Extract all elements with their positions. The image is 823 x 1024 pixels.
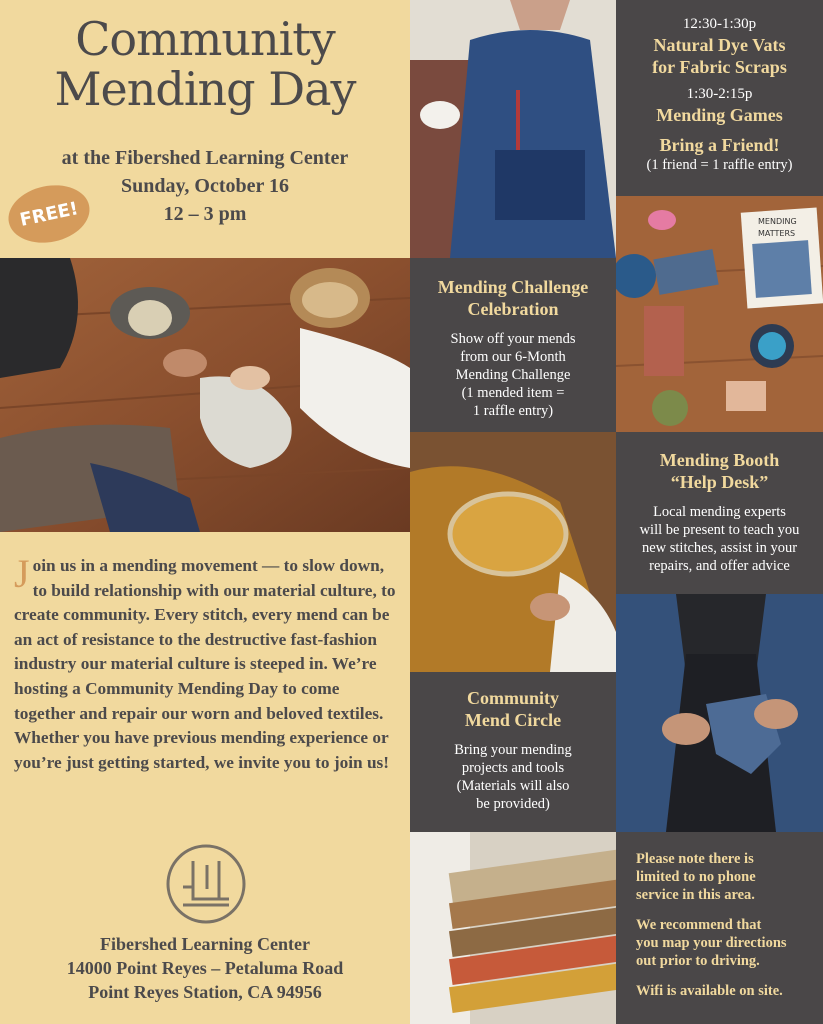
bring-friend-note: (1 friend = 1 raffle entry)	[646, 157, 793, 173]
book-title-2: MATTERS	[758, 229, 796, 238]
event-time: 12 – 3 pm	[163, 203, 247, 225]
intro-panel	[0, 532, 410, 1024]
photo-embroidery-hoop-image	[410, 432, 616, 672]
photo-thread-cards	[410, 832, 616, 1024]
photo-jeans-patch-image	[410, 0, 616, 258]
title-line-1: Community	[75, 12, 335, 66]
free-badge-label: FREE!	[17, 197, 81, 231]
notice-panel	[616, 832, 823, 1024]
fibershed-logo-icon	[165, 843, 247, 925]
challenge-title-2: Celebration	[467, 299, 559, 319]
booth-text-1: Local mending experts	[653, 504, 786, 520]
circle-text-2: projects and tools	[461, 760, 565, 776]
booth-panel	[616, 432, 823, 594]
intro-drop-cap: J	[14, 551, 30, 596]
booth-title-1: Mending Booth	[659, 450, 780, 470]
challenge-text-3: Mending Challenge	[455, 367, 571, 383]
event-title	[0, 14, 410, 114]
schedule-panel	[616, 0, 823, 196]
circle-title-1: Community	[466, 688, 559, 708]
notice-p1-line-3: service in this area.	[636, 887, 755, 903]
intro-text: oin us in a mending movement — to slow down, to build relationship with our material culture, to create community. Every stitch, every mend can be an act of resistance to the destructive fast-fashion industry our material culture is steeped in. We’re hosting a Community Mending Day to come together and repair our worn and beloved textiles. Whether you have previous mending experience or you’re just getting started, we invite you to join us!	[14, 556, 396, 772]
location-city: Point Reyes Station, CA 94956	[88, 982, 322, 1002]
header-panel	[0, 0, 410, 258]
location-name: Fibershed Learning Center	[100, 934, 310, 954]
photo-mending-supplies	[616, 196, 823, 432]
notice-p2-line-1: We recommend that	[636, 917, 762, 933]
photo-jeans-patch	[410, 0, 616, 258]
notice-p1-line-2: limited to no phone	[636, 869, 756, 885]
photo-thread-cards-image	[410, 832, 616, 1024]
challenge-title-1: Mending Challenge	[437, 277, 589, 297]
notice-p1-line-1: Please note there is	[636, 851, 754, 867]
schedule-event-1-line-1: Natural Dye Vats	[653, 35, 786, 55]
photo-denim-mending	[616, 594, 823, 832]
venue-line: at the Fibershed Learning Center	[61, 147, 349, 169]
notice-p2-line-3: out prior to driving.	[636, 953, 760, 969]
circle-panel	[410, 672, 616, 832]
title-line-2: Mending Day	[54, 62, 356, 116]
notice-wifi: Wifi is available on site.	[636, 983, 783, 999]
challenge-text-4: (1 mended item =	[461, 385, 565, 401]
bring-friend-title: Bring a Friend!	[659, 135, 780, 155]
booth-text-2: will be present to teach you	[639, 522, 800, 538]
schedule-event-2: Mending Games	[656, 105, 783, 125]
booth-text-3: new stitches, assist in your	[641, 540, 798, 556]
location-street: 14000 Point Reyes – Petaluma Road	[66, 958, 344, 978]
challenge-text-5: 1 raffle entry)	[472, 403, 554, 419]
booth-title-2: “Help Desk”	[670, 472, 769, 492]
schedule-time-1: 12:30-1:30p	[682, 16, 757, 32]
notice-p2-line-2: you map your directions	[636, 935, 787, 951]
booth-text-4: repairs, and offer advice	[649, 558, 790, 574]
book-title-1: MENDING	[758, 217, 797, 226]
schedule-event-1-line-2: for Fabric Scraps	[652, 57, 787, 77]
challenge-text-2: from our 6-Month	[460, 349, 566, 365]
challenge-text-1: Show off your mends	[450, 331, 576, 347]
circle-title-2: Mend Circle	[464, 710, 562, 730]
circle-text-1: Bring your mending	[454, 742, 572, 758]
intro-paragraph	[14, 551, 400, 775]
circle-text-4: be provided)	[476, 796, 550, 812]
event-date: Sunday, October 16	[121, 175, 289, 197]
photo-mending-supplies-image	[616, 196, 823, 432]
schedule-time-2: 1:30-2:15p	[686, 86, 753, 102]
photo-embroidery-hoop	[410, 432, 616, 672]
photo-denim-mending-image	[616, 594, 823, 832]
challenge-panel	[410, 258, 616, 432]
photo-mending-table-image	[0, 258, 410, 532]
circle-text-3: (Materials will also	[456, 778, 570, 794]
photo-mending-table	[0, 258, 410, 532]
